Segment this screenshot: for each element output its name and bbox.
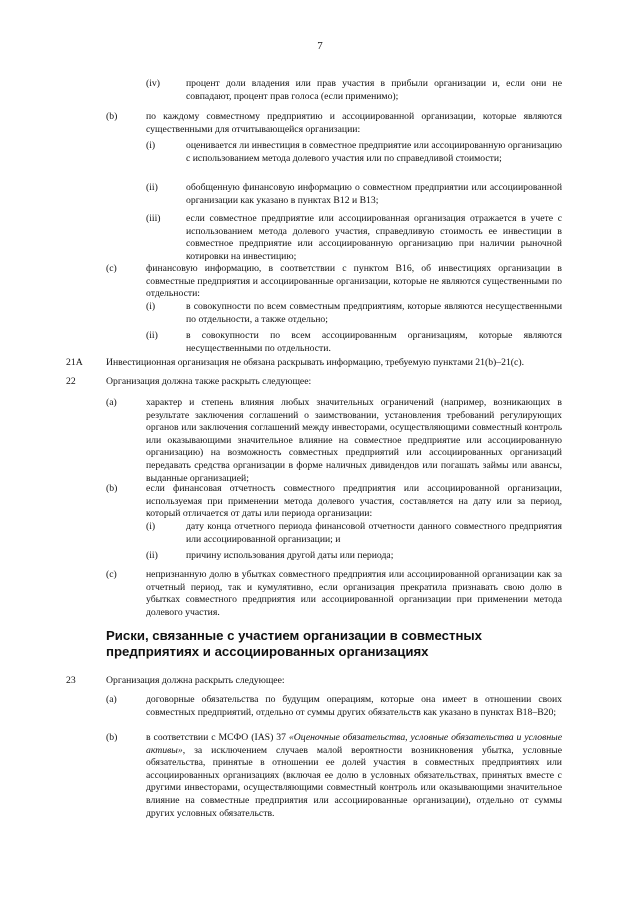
item-text: причину использования другой даты или периода;	[186, 550, 394, 561]
item-marker: (a)	[106, 694, 117, 705]
item-marker: (i)	[146, 140, 156, 151]
item-text: непризнанную долю в убытках совместного предприятия или ассоциированной организации как за отчетный период, так и кумулятивно, если организация прекратила признавать свою долю в убытках совместного предприятия или ассоциированной организации при применении метода долевого участия.	[146, 569, 562, 618]
item-marker: (b)	[106, 111, 118, 122]
item-text: финансовую информацию, в соответствии с пунктом B16, об инвестициях организации в совместные предприятия и ассоциированные организации, которые не являются существенными по отдельности:	[146, 263, 562, 300]
item-text: дату конца отчетного периода финансовой отчетности данного совместного предприятия или ассоциированной организации; и	[186, 521, 562, 545]
paragraph-number: 22	[66, 376, 76, 387]
item-text: характер и степень влияния любых значительных ограничений (например, возникающих в результате заключения соглашений о заимствовании, установления требований регулирующих органов или заключения соглашений между инвесторами, осуществляющими совместный контроль или оказывающими значительное влияние на совместное предприятие или ассоциированную организацию) на возможность совместных предприятий или ассоциированных организаций передавать средства организации в форме наличных дивидендов или погашать займы или авансы, выданные организацией;	[146, 397, 562, 484]
item-text: если финансовая отчетность совместного предприятия или ассоциированной организации, используемая при применении метода долевого участия, составляется на дату или за период, который отличается от даты или периода организации:	[146, 483, 562, 520]
item-text	[146, 732, 562, 820]
item-text: в совокупности по всем совместным предприятиям, которые являются несущественными по отдельности, а также отдельно;	[186, 301, 562, 325]
item-text: договорные обязательства по будущим операциям, которые она имеет в отношении своих совместных предприятий, отдельно от суммы других обязательств как указано в пунктах B18–B20;	[146, 694, 562, 718]
paragraph-number: 23	[66, 675, 76, 686]
section-heading: Риски, связанные с участием организации в совместных предприятиях и ассоциированных организациях	[106, 628, 483, 659]
item-text: оценивается ли инвестиция в совместное предприятие или ассоциированную организацию с использованием метода долевого участия или по справедливой стоимости;	[186, 140, 562, 164]
paragraph-text: Инвестиционная организация не обязана раскрывать информацию, требуемую пунктами 21(b)–21(c).	[106, 357, 524, 368]
item-marker: (b)	[106, 483, 118, 494]
item-marker: (iii)	[146, 213, 161, 224]
item-marker: (i)	[146, 301, 156, 312]
item-text-part: в соответствии с МСФО (IAS) 37	[146, 732, 289, 743]
item-marker: (ii)	[146, 330, 158, 341]
paragraph-text: Организация должна также раскрыть следующее:	[106, 376, 312, 387]
standard-title: «Оценочные обязательства, условные обязательства и условные активы»	[146, 732, 562, 756]
item-marker: (c)	[106, 263, 117, 274]
item-text: в совокупности по всем ассоциированным организациям, которые являются несущественными по отдельности.	[186, 330, 562, 354]
item-marker: (ii)	[146, 182, 158, 193]
paragraph-text: Организация должна раскрыть следующее:	[106, 675, 285, 686]
item-marker: (b)	[106, 732, 118, 743]
item-text: по каждому совместному предприятию и ассоциированной организации, которые являются существенными для отчитывающейся организации:	[146, 111, 562, 135]
item-marker: (iv)	[146, 78, 160, 89]
item-text: обобщенную финансовую информацию о совместном предприятии или ассоциированной организации как указано в пунктах B12 и B13;	[186, 182, 562, 206]
item-marker: (i)	[146, 521, 156, 532]
item-marker: (a)	[106, 397, 117, 408]
item-text: если совместное предприятие или ассоциированная организация отражается в учете с использованием метода долевого участия, справедливую стоимость ее инвестиции в совместное предприятие или ассоциированную организацию при наличии рыночной котировки на инвестицию;	[186, 213, 562, 262]
item-text: процент доли владения или прав участия в прибыли организации и, если они не совпадают, процент прав голоса (если применимо);	[186, 78, 562, 102]
item-marker: (ii)	[146, 550, 158, 561]
item-marker: (c)	[106, 569, 117, 580]
paragraph-number: 21A	[66, 357, 83, 368]
item-text-part: , за исключением случаев малой вероятности возникновения убытка, условные обязательства, принятые в отношении ее долей участия в совместных предприятиях или ассоциированных организациях (включая ее долю в условных обязательствах, принятых вместе с другими инвесторами, осуществляющими совместный контроль или оказывающими значительное влияние на совместные предприятия или ассоциированные организации), отдельно от суммы других условных обязательств.	[146, 744, 562, 819]
page-number: 7	[317, 40, 323, 52]
